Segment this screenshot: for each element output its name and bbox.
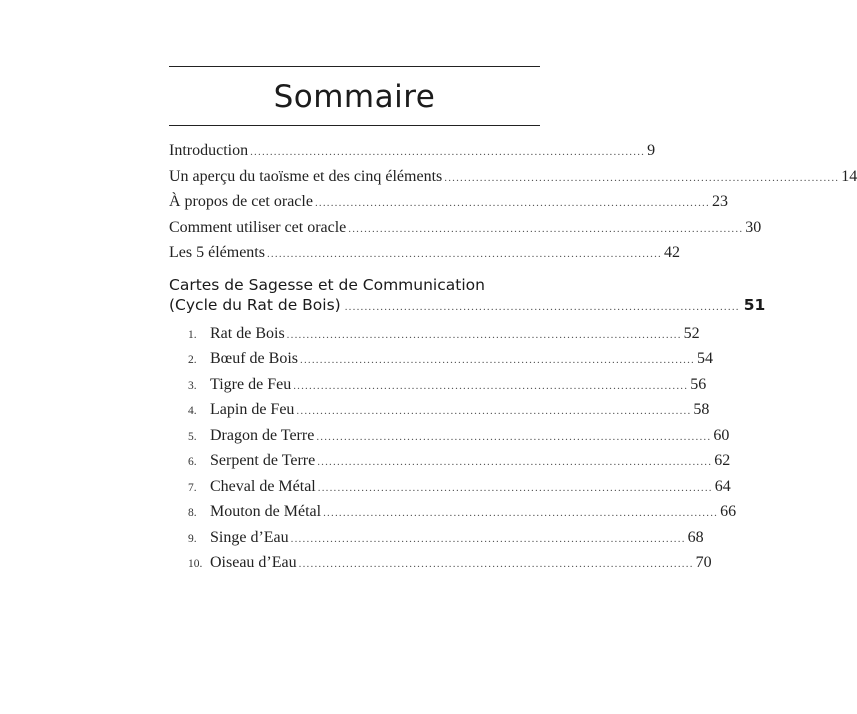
toc-entry-introduction[interactable] — [169, 142, 656, 168]
toc-entry-page: 42 — [663, 244, 680, 261]
card-page: 58 — [693, 401, 710, 418]
dot-leader: .................................................................................................... — [300, 354, 695, 366]
card-entry[interactable] — [169, 452, 731, 478]
toc-entry-label: Comment utiliser cet oracle — [169, 218, 347, 236]
section-heading: Cartes de Sagesse et de Communication — [169, 275, 485, 294]
toc-entry-page: 30 — [745, 218, 762, 236]
card-number: 2. — [188, 354, 197, 366]
toc-entry-about-oracle[interactable] — [169, 193, 728, 219]
card-page: 66 — [720, 503, 737, 520]
card-label: Lapin de Feu — [210, 401, 295, 418]
card-entry[interactable] — [169, 528, 704, 555]
toc-entry-label: À propos de cet oracle — [169, 193, 313, 210]
dot-leader: .................................................................................................... — [314, 197, 710, 209]
card-label: Bœuf de Bois — [210, 350, 298, 367]
card-label: Oiseau d’Eau — [210, 554, 297, 571]
section-heading-label: (Cycle du Rat de Bois) — [169, 295, 341, 314]
dot-leader: .................................................................................................... — [444, 171, 840, 184]
toc-entry-label: Un aperçu du taoïsme et des cinq éléments — [169, 167, 443, 185]
card-number: 1. — [188, 328, 197, 341]
card-page: 62 — [714, 452, 731, 469]
toc-entry-label: Les 5 éléments — [169, 244, 265, 261]
toc-entry-page: 9 — [647, 142, 656, 159]
dot-leader: .................................................................................................... — [286, 328, 682, 341]
toc-entry-how-to-use[interactable] — [169, 218, 762, 245]
toc-entry-five-elements[interactable] — [169, 244, 680, 270]
card-label: Mouton de Métal — [210, 503, 322, 520]
dot-leader: .................................................................................................... — [316, 430, 712, 443]
section-page: 51 — [743, 295, 766, 314]
dot-leader: .................................................................................................... — [317, 456, 713, 468]
table-of-contents — [169, 142, 857, 580]
card-label: Cheval de Métal — [210, 477, 316, 495]
card-entry[interactable] — [169, 350, 713, 376]
card-entry[interactable] — [169, 324, 700, 351]
card-number: 9. — [188, 532, 197, 545]
card-page: 64 — [714, 477, 731, 495]
card-number: 6. — [188, 456, 197, 468]
card-number: 10. — [188, 558, 203, 570]
toc-entry-page: 23 — [711, 193, 728, 210]
dot-leader: .................................................................................................... — [323, 507, 719, 519]
card-page: 68 — [687, 528, 704, 546]
toc-entry-page: 14 — [841, 167, 857, 185]
dot-leader: .................................................................................................... — [298, 558, 694, 570]
toc-entry-taoism[interactable] — [169, 167, 857, 194]
bottom-rule — [169, 125, 540, 126]
card-page: 60 — [713, 426, 730, 444]
top-rule — [169, 66, 540, 67]
dot-leader: .................................................................................................... — [293, 379, 689, 392]
card-label: Rat de Bois — [210, 324, 285, 342]
card-number: 8. — [188, 507, 197, 519]
card-label: Tigre de Feu — [210, 375, 292, 393]
dot-leader: .................................................................................................... — [348, 222, 744, 235]
page-title: Sommaire — [273, 79, 436, 115]
card-entry[interactable] — [169, 426, 730, 453]
section-heading-entry[interactable] — [169, 295, 766, 322]
card-entry[interactable] — [169, 375, 707, 402]
dot-leader: .................................................................................................... — [296, 405, 692, 417]
card-page: 54 — [697, 350, 713, 367]
card-label: Serpent de Terre — [210, 452, 316, 469]
card-label: Singe d’Eau — [210, 528, 289, 546]
card-number: 7. — [188, 481, 197, 494]
card-number: 5. — [188, 430, 197, 443]
card-page: 70 — [695, 554, 712, 571]
card-page: 52 — [683, 324, 700, 342]
card-page: 56 — [690, 375, 707, 393]
card-entry[interactable] — [169, 477, 731, 504]
dot-leader: .................................................................................................... — [317, 481, 713, 494]
dot-leader: .................................................................................................... — [266, 248, 662, 260]
card-entry[interactable] — [169, 401, 710, 427]
dot-leader: .................................................................................................... — [344, 300, 740, 313]
card-entry[interactable] — [169, 554, 712, 580]
card-number: 4. — [188, 405, 197, 417]
dot-leader: .................................................................................................... — [290, 532, 686, 545]
toc-entry-label: Introduction — [169, 142, 249, 159]
card-label: Dragon de Terre — [210, 426, 315, 444]
card-entry[interactable] — [169, 503, 737, 529]
dot-leader: .................................................................................................... — [250, 146, 646, 158]
card-number: 3. — [188, 379, 197, 392]
